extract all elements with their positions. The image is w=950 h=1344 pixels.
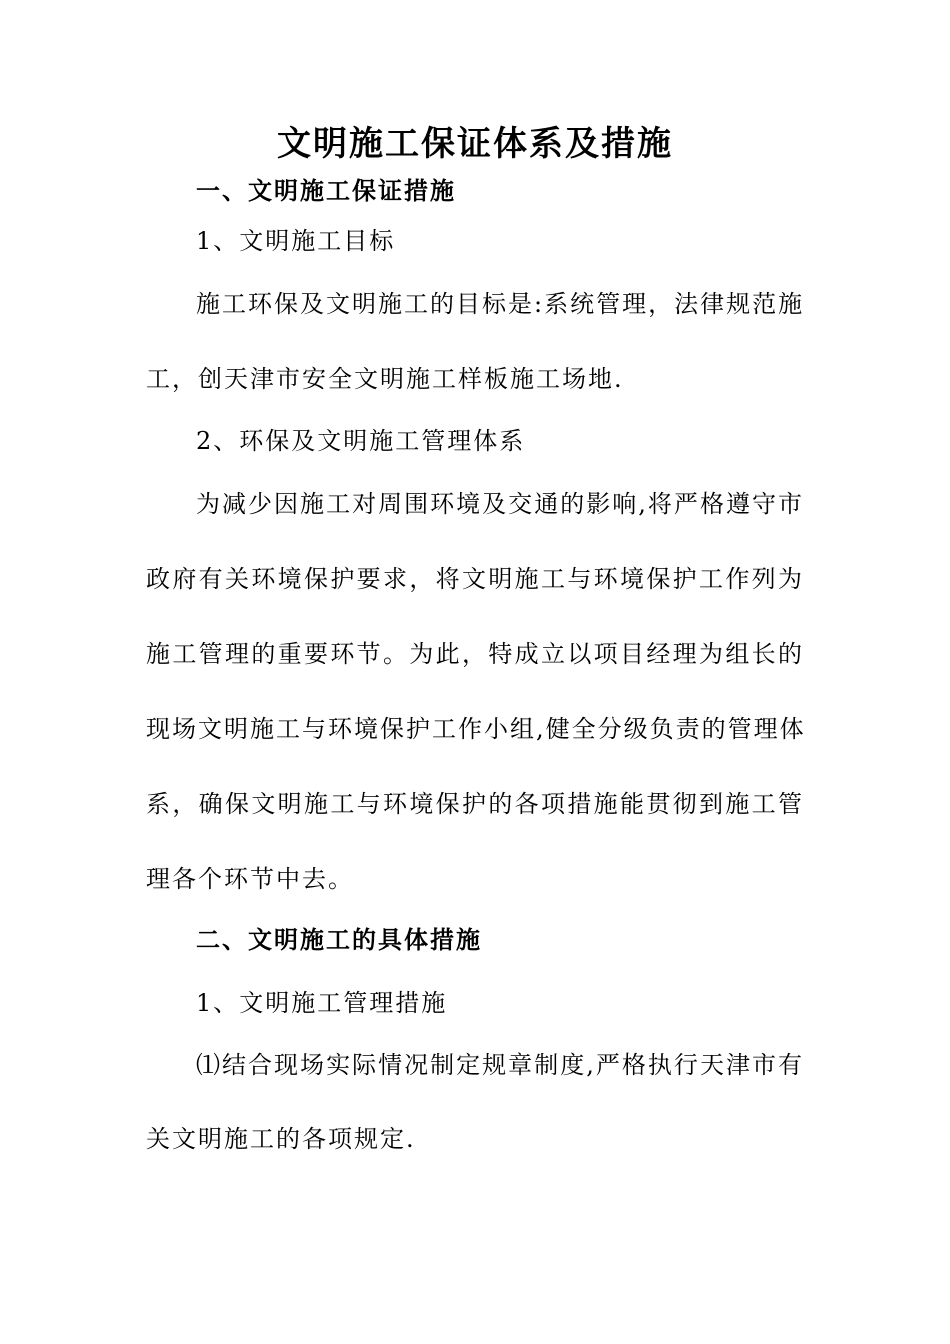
paragraph-line: 施工环保及文明施工的目标是:系统管理，法律规范施 <box>196 290 805 318</box>
subsection-2-1-heading: 1、文明施工管理措施 <box>196 989 448 1017</box>
paragraph-line: 理各个环节中去。 <box>146 865 354 893</box>
subsection-1-2-heading: 2、环保及文明施工管理体系 <box>196 427 526 455</box>
section-1-heading: 一、文明施工保证措施 <box>196 177 456 205</box>
section-2-heading: 二、文明施工的具体措施 <box>196 926 482 954</box>
paragraph-line: 系，确保文明施工与环境保护的各项措施能贯彻到施工管 <box>146 790 804 818</box>
subsection-1-1-heading: 1、文明施工目标 <box>196 227 396 255</box>
paragraph-line: 为减少因施工对周围环境及交通的影响,将严格遵守市 <box>196 490 804 518</box>
paragraph-line: 现场文明施工与环境保护工作小组,健全分级负责的管理体 <box>146 715 806 743</box>
paragraph-line: 工，创天津市安全文明施工样板施工场地. <box>146 365 624 393</box>
paragraph-line: 施工管理的重要环节。为此，特成立以项目经理为组长的 <box>146 640 804 668</box>
paragraph-line: 关文明施工的各项规定. <box>146 1125 416 1153</box>
paragraph-line: ⑴结合现场实际情况制定规章制度,严格执行天津市有 <box>196 1051 804 1079</box>
document-title: 文明施工保证体系及措施 <box>277 124 673 164</box>
paragraph-line: 政府有关环境保护要求，将文明施工与环境保护工作列为 <box>146 565 804 593</box>
